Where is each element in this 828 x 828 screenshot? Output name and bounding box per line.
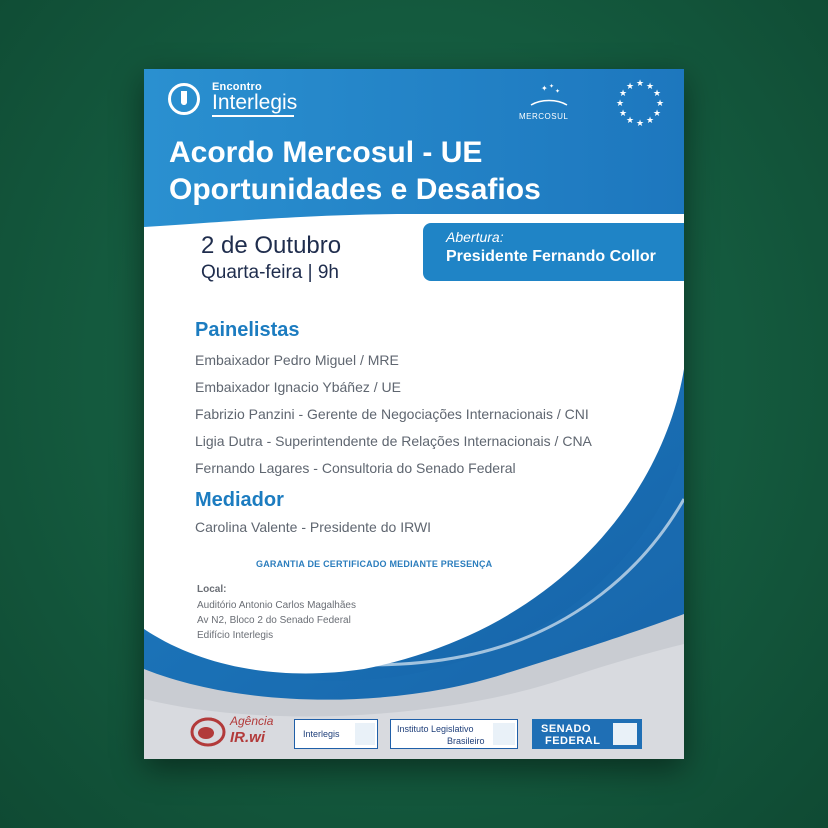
svg-text:★: ★ [618, 109, 628, 119]
svg-text:★: ★ [652, 109, 662, 119]
svg-text:★: ★ [645, 82, 655, 92]
event-date: 2 de Outubro [201, 232, 342, 259]
svg-text:✦: ✦ [555, 88, 561, 95]
interlegis-label: Interlegis [212, 91, 298, 114]
painelista-item: Fernando Lagares - Consultoria do Senado Federal [195, 460, 516, 476]
ilb-mark-icon [493, 723, 515, 745]
local-line: Edifício Interlegis [197, 630, 274, 641]
poster-title-line-2: Oportunidades e Desafios [169, 173, 541, 206]
mercosul-logo-icon [529, 81, 569, 111]
svg-text:★: ★ [625, 116, 635, 126]
local-line: Auditório Antonio Carlos Magalhães [197, 600, 356, 611]
ilb-badge-label-1: Instituto Legislativo [397, 724, 474, 734]
local-line: Av N2, Bloco 2 do Senado Federal [197, 615, 351, 626]
senado-federal-badge [532, 719, 642, 749]
abertura-label: Abertura: [446, 229, 504, 245]
svg-text:★: ★ [655, 99, 665, 109]
painelista-item: Embaixador Pedro Miguel / MRE [195, 352, 399, 368]
svg-text:★: ★ [645, 116, 655, 126]
svg-text:★: ★ [652, 89, 662, 99]
local-label: Local: [197, 584, 227, 595]
ilb-badge-label-2: Brasileiro [447, 736, 485, 746]
svg-text:★: ★ [618, 89, 628, 99]
painelistas-heading: Painelistas [195, 319, 300, 341]
interlegis-underline [212, 115, 294, 117]
interlegis-badge [294, 719, 378, 749]
irwi-label: IR.wi [230, 729, 266, 746]
abertura-name: Presidente Fernando Collor [446, 248, 656, 265]
ilb-badge [390, 719, 518, 749]
painelista-item: Embaixador Ignacio Ybáñez / UE [195, 379, 401, 395]
senado-label: SENADO [541, 723, 592, 735]
svg-text:★: ★ [615, 99, 625, 109]
svg-text:★: ★ [635, 119, 645, 129]
svg-text:★: ★ [635, 79, 645, 89]
painelista-item: Ligia Dutra - Superintendente de Relações Internacionais / CNA [195, 433, 592, 449]
svg-text:★: ★ [625, 82, 635, 92]
certificado-notice: GARANTIA DE CERTIFICADO MEDIANTE PRESENÇA [256, 559, 493, 569]
interlegis-mark-icon [355, 723, 375, 745]
federal-label: FEDERAL [545, 735, 601, 747]
interlegis-badge-label: Interlegis [303, 729, 340, 739]
poster-title-line-1: Acordo Mercosul - UE [169, 136, 483, 169]
svg-text:✦: ✦ [549, 83, 555, 90]
interlegis-logo-icon [168, 83, 200, 115]
mediador-name: Carolina Valente - Presidente do IRWI [195, 519, 432, 535]
painelista-item: Fabrizio Panzini - Gerente de Negociações Internacionais / CNI [195, 406, 589, 422]
senado-mark-icon [613, 723, 637, 745]
mercosul-label: MERCOSUL [519, 112, 569, 121]
svg-text:✦: ✦ [541, 84, 548, 93]
eu-flag-icon [614, 77, 666, 129]
event-poster [144, 69, 684, 759]
encontro-label: Encontro [212, 81, 262, 93]
agencia-label: Agência [230, 714, 274, 728]
agencia-irwi-logo-icon [190, 714, 226, 748]
event-weekday-time: Quarta-feira | 9h [201, 262, 340, 283]
mediador-heading: Mediador [195, 489, 284, 511]
